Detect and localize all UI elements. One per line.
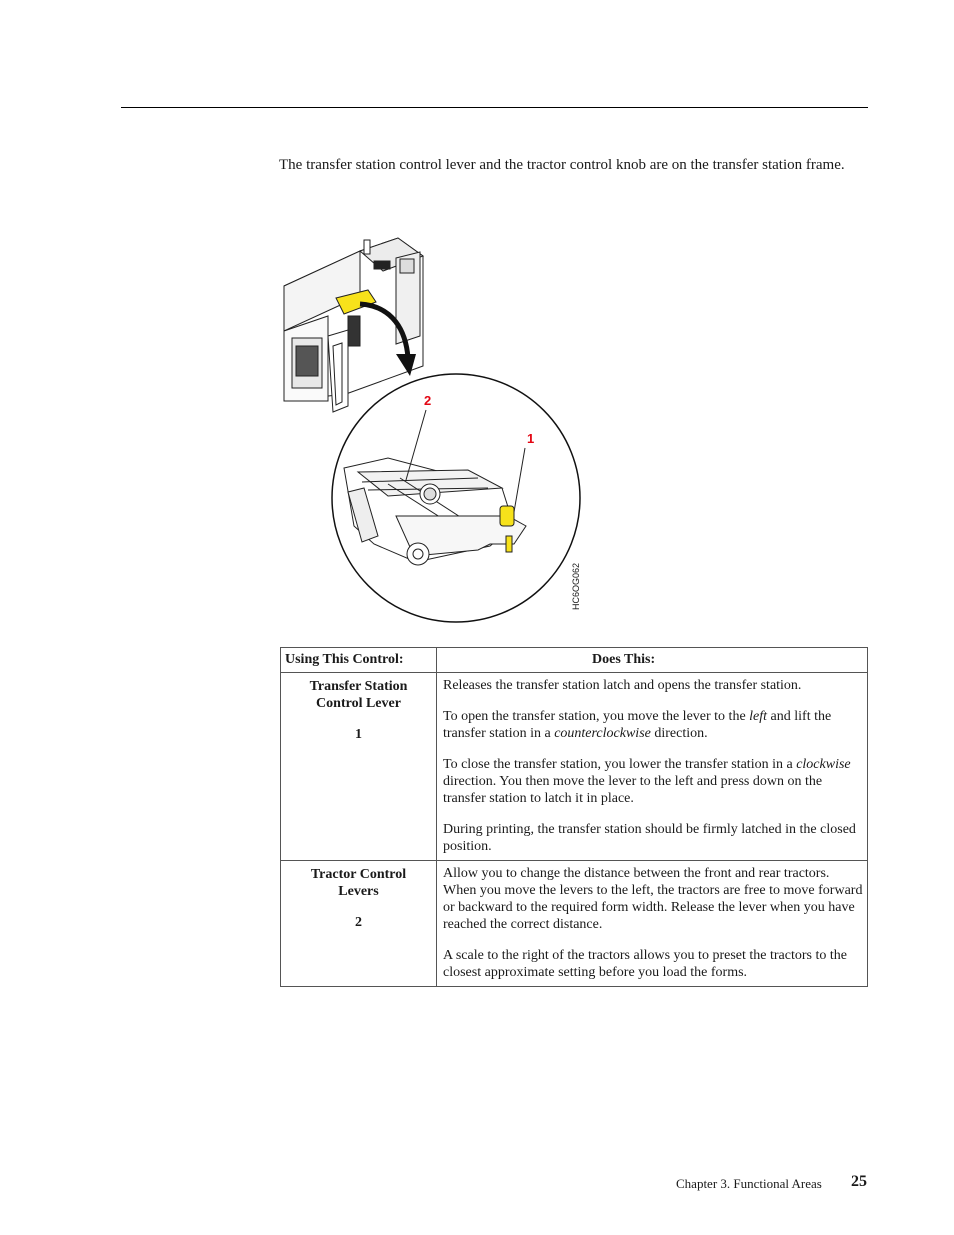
figure-code: HC6OG062 bbox=[571, 562, 581, 610]
header-using-control: Using This Control: bbox=[281, 648, 437, 673]
page-number: 25 bbox=[851, 1173, 867, 1190]
table-row bbox=[281, 861, 868, 987]
control-name-line2: Levers bbox=[338, 884, 379, 899]
control-number: 2 bbox=[355, 915, 362, 930]
header-does-this: Does This: bbox=[437, 648, 868, 673]
controls-table bbox=[280, 647, 868, 987]
control-number: 1 bbox=[355, 727, 362, 742]
description-paragraph-italic: To close the transfer station, you lower the transfer station in a clockwise direction. You then move the lever to the left and press down on the transfer station to latch it in place. bbox=[443, 757, 851, 806]
description-paragraph: Releases the transfer station latch and opens the transfer station. bbox=[443, 678, 802, 693]
description-paragraph: During printing, the transfer station should be firmly latched in the closed position. bbox=[443, 822, 856, 854]
description-cell bbox=[437, 673, 868, 861]
top-rule bbox=[121, 107, 868, 108]
callout-2: 2 bbox=[424, 393, 432, 408]
control-name-line2: Control Lever bbox=[316, 696, 401, 711]
control-name-line1: Tractor Control bbox=[310, 867, 407, 882]
control-name-line1: Transfer Station bbox=[309, 679, 408, 694]
lever-highlight bbox=[500, 506, 514, 526]
intro-paragraph: The transfer station control lever and the tractor control knob are on the transfer station frame. bbox=[279, 157, 845, 173]
description-paragraph-italic: To open the transfer station, you move the lever to the left and lift the transfer station in a counterclockwise direction. bbox=[443, 709, 832, 741]
description-paragraph: Allow you to change the distance between the front and rear tractors. When you move the levers to the left, the tractors are free to move forward or backward to the required form width. Release the lever when you have reached the correct distance. bbox=[443, 866, 863, 932]
callout-1: 1 bbox=[527, 431, 535, 446]
footer-chapter: Chapter 3. Functional Areas bbox=[676, 1176, 822, 1191]
description-cell bbox=[437, 861, 868, 987]
table-header-row bbox=[281, 648, 868, 673]
printer-illustration bbox=[278, 226, 588, 626]
table-row bbox=[281, 673, 868, 861]
control-cell bbox=[281, 861, 437, 987]
description-paragraph: A scale to the right of the tractors allows you to preset the tractors to the closest approximate setting before you load the forms. bbox=[443, 948, 847, 980]
control-cell bbox=[281, 673, 437, 861]
